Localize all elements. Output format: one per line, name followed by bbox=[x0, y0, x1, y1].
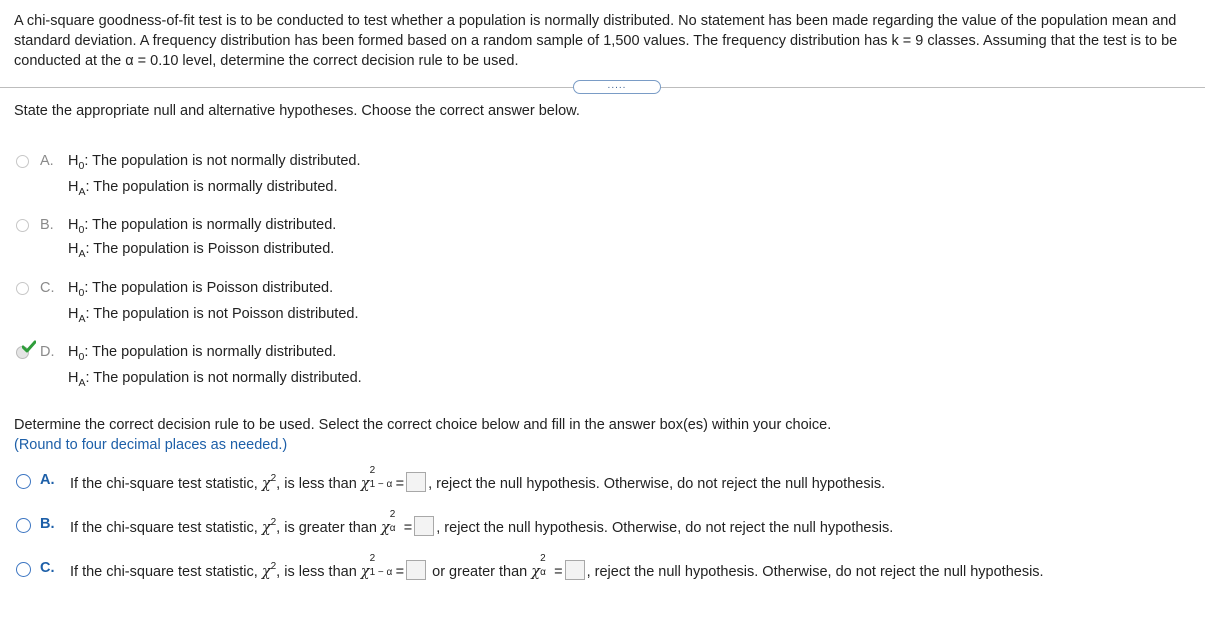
ha-line: $H_A$: The population is not Poisson distributed. bbox=[68, 306, 359, 325]
option-letter: A. bbox=[40, 153, 54, 169]
h0-line: $H_0$: The population is normally distributed. bbox=[68, 344, 337, 363]
checkmark-icon bbox=[22, 340, 36, 354]
decision-text: If the chi-square test statistic, $\chi^2$, is less than χ 2 1 − α = or greater than χ 2 α = , reject the null hypothesis. Otherwise, do not reject the null hypothesis. bbox=[70, 553, 1044, 580]
radio-decision-b[interactable] bbox=[16, 518, 31, 533]
h0-line: $H_0$: The population is Poisson distributed. bbox=[68, 280, 334, 299]
option-letter: C. bbox=[40, 280, 55, 296]
problem-statement: A chi-square goodness-of-fit test is to be conducted to test whether a population is normally distributed. No statement has been made regarding the value of the population mean and standard deviation. A frequency distribution has been formed based on a random sample of 1,500 values. The frequency distribution has k = 9 classes. Assuming that the test is to be conducted at the α = 0.10 level, determine the correct decision rule to be used. bbox=[14, 13, 1178, 69]
answer-box-chi-1-minus-alpha[interactable] bbox=[406, 472, 426, 492]
h0-line: $H_0$: The population is not normally distributed. bbox=[68, 153, 361, 172]
question-decision-rule: Determine the correct decision rule to be used. Select the correct choice below and fill in the answer box(es) within your choice. bbox=[14, 417, 832, 433]
option-letter: D. bbox=[40, 344, 55, 360]
radio-c[interactable] bbox=[16, 282, 29, 295]
radio-b[interactable] bbox=[16, 219, 29, 232]
option-letter: B. bbox=[40, 217, 54, 233]
ha-line: $H_A$: The population is Poisson distributed. bbox=[68, 241, 335, 260]
ha-line: $H_A$: The population is normally distributed. bbox=[68, 179, 338, 198]
radio-decision-c[interactable] bbox=[16, 562, 31, 577]
question-hypotheses: State the appropriate null and alternative hypotheses. Choose the correct answer below. bbox=[14, 103, 580, 119]
ha-line: $H_A$: The population is not normally distributed. bbox=[68, 370, 362, 389]
radio-decision-a[interactable] bbox=[16, 474, 31, 489]
radio-a[interactable] bbox=[16, 155, 29, 168]
answer-box-chi-1-minus-alpha[interactable] bbox=[406, 560, 426, 580]
option-letter: C. bbox=[40, 560, 55, 576]
expand-more-button[interactable]: ..... bbox=[573, 80, 661, 94]
answer-box-chi-alpha[interactable] bbox=[414, 516, 434, 536]
rounding-hint: (Round to four decimal places as needed.) bbox=[14, 437, 288, 453]
option-letter: A. bbox=[40, 472, 55, 488]
decision-text: If the chi-square test statistic, $\chi^2$, is greater than χ 2 α = , reject the null hypothesis. Otherwise, do not reject the null hypothesis. bbox=[70, 509, 894, 536]
option-letter: B. bbox=[40, 516, 55, 532]
answer-box-chi-alpha[interactable] bbox=[565, 560, 585, 580]
h0-line: $H_0$: The population is normally distributed. bbox=[68, 217, 337, 236]
decision-text: If the chi-square test statistic, $\chi^2$, is less than χ 2 1 − α = , reject the null hypothesis. Otherwise, do not reject the null hypothesis. bbox=[70, 465, 886, 492]
